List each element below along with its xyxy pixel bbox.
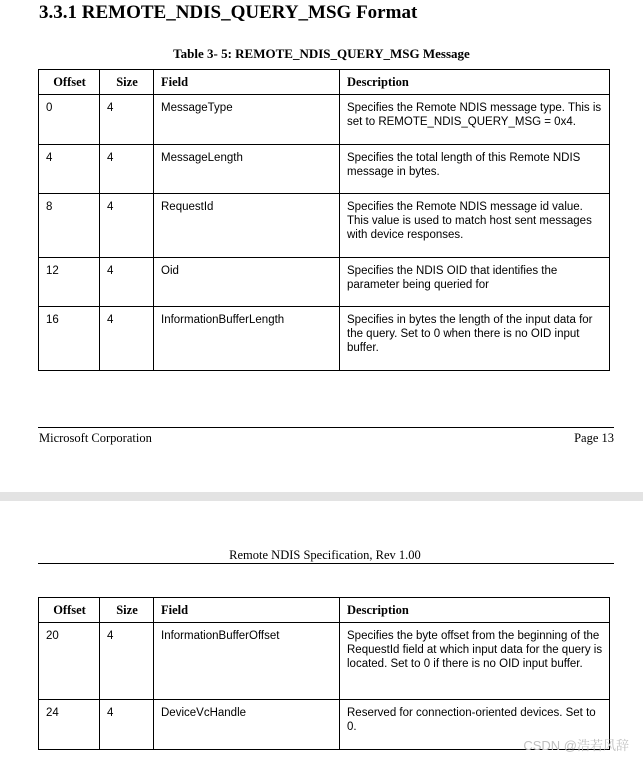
col-header-field: Field [154, 70, 340, 95]
cell-offset: 8 [39, 194, 100, 258]
message-table-page1 [38, 69, 610, 371]
col-header-description: Description [340, 70, 610, 95]
cell-description: Specifies the NDIS OID that identifies the parameter being queried for [340, 258, 610, 307]
cell-offset: 20 [39, 623, 100, 700]
cell-description: Specifies the byte offset from the beginning of the RequestId field at which input data for the query is located. Set to 0 if there is no OID input buffer. [340, 623, 610, 700]
cell-size: 4 [100, 258, 154, 307]
col-header-offset: Offset [39, 598, 100, 623]
col-header-description: Description [340, 598, 610, 623]
cell-field: InformationBufferLength [154, 307, 340, 371]
cell-description: Specifies in bytes the length of the input data for the query. Set to 0 when there is no OID input buffer. [340, 307, 610, 371]
table-row [39, 145, 610, 194]
footer-rule [38, 427, 614, 428]
table-row [39, 194, 610, 258]
cell-field: RequestId [154, 194, 340, 258]
table-row [39, 623, 610, 700]
cell-offset: 12 [39, 258, 100, 307]
cell-offset: 4 [39, 145, 100, 194]
cell-field: DeviceVcHandle [154, 700, 340, 750]
table-header-row [39, 598, 610, 623]
cell-description: Reserved for connection-oriented devices. Set to 0. [340, 700, 610, 750]
table-row [39, 258, 610, 307]
page-header: Remote NDIS Specification, Rev 1.00 [229, 548, 421, 562]
cell-offset: 24 [39, 700, 100, 750]
cell-size: 4 [100, 145, 154, 194]
table-row [39, 95, 610, 145]
cell-field: Oid [154, 258, 340, 307]
section-title: 3.3.1 REMOTE_NDIS_QUERY_MSG Format [39, 2, 418, 23]
cell-field: MessageLength [154, 145, 340, 194]
cell-field: MessageType [154, 95, 340, 145]
cell-description: Specifies the Remote NDIS message type. This is set to REMOTE_NDIS_QUERY_MSG = 0x4. [340, 95, 610, 145]
cell-offset: 16 [39, 307, 100, 371]
cell-size: 4 [100, 623, 154, 700]
page-separator [0, 492, 643, 501]
cell-size: 4 [100, 194, 154, 258]
col-header-field: Field [154, 598, 340, 623]
table-header-row [39, 70, 610, 95]
cell-size: 4 [100, 95, 154, 145]
col-header-size: Size [100, 598, 154, 623]
cell-description: Specifies the Remote NDIS message id value. This value is used to match host sent messages with device responses. [340, 194, 610, 258]
footer-company: Microsoft Corporation [39, 431, 152, 445]
cell-size: 4 [100, 307, 154, 371]
cell-description: Specifies the total length of this Remote NDIS message in bytes. [340, 145, 610, 194]
col-header-size: Size [100, 70, 154, 95]
cell-size: 4 [100, 700, 154, 750]
cell-field: InformationBufferOffset [154, 623, 340, 700]
footer-page-number: Page 13 [574, 431, 614, 445]
col-header-offset: Offset [39, 70, 100, 95]
watermark: CSDN @浩若风辞 [523, 738, 629, 753]
cell-offset: 0 [39, 95, 100, 145]
table-row [39, 307, 610, 371]
table-caption: Table 3- 5: REMOTE_NDIS_QUERY_MSG Message [173, 46, 470, 61]
message-table-page2 [38, 597, 610, 750]
header-rule [38, 563, 614, 564]
